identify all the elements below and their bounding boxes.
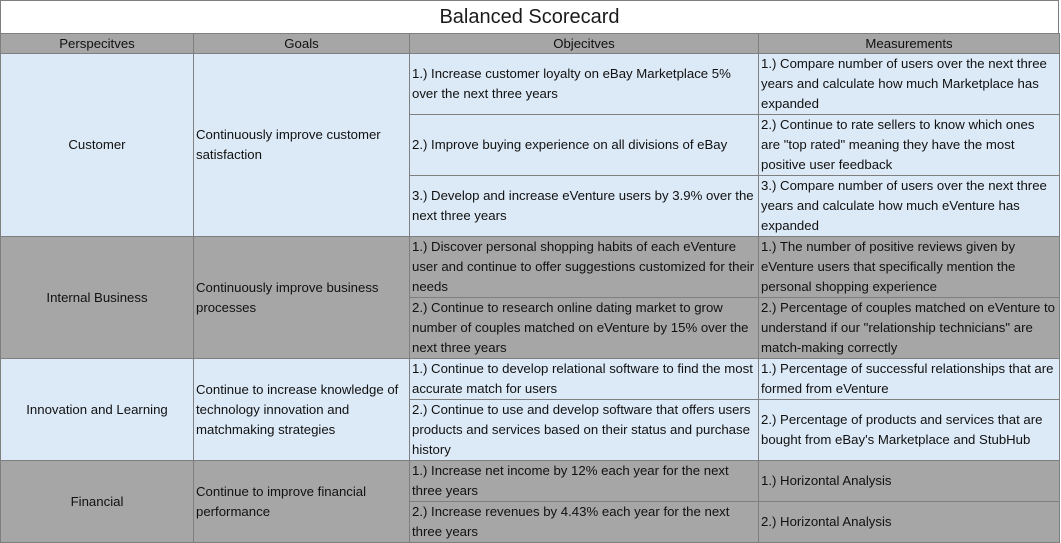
table-row	[1, 54, 1060, 115]
measurement-cell: 1.) Percentage of successful relationships that are formed from eVenture	[759, 359, 1060, 400]
scorecard-table	[0, 33, 1060, 543]
objective-cell: 1.) Discover personal shopping habits of each eVenture user and continue to offer suggestions customized for their needs	[410, 237, 759, 298]
objective-cell: 1.) Continue to develop relational software to find the most accurate match for users	[410, 359, 759, 400]
measurement-cell: 3.) Compare number of users over the next three years and calculate how much eVenture has expanded	[759, 176, 1060, 237]
measurement-cell: 2.) Percentage of couples matched on eVenture to understand if our "relationship technicians" are match-making correctly	[759, 298, 1060, 359]
goal-cell: Continue to improve financial performance	[194, 461, 410, 543]
header-row	[1, 34, 1060, 54]
sheet-title: Balanced Scorecard	[1, 1, 1058, 34]
measurement-cell: 1.) The number of positive reviews given by eVenture users that specifically mention the personal shopping experience	[759, 237, 1060, 298]
measurement-cell: 2.) Horizontal Analysis	[759, 502, 1060, 543]
measurement-cell: 2.) Percentage of products and services that are bought from eBay's Marketplace and StubHub	[759, 400, 1060, 461]
objective-cell: 2.) Continue to research online dating market to grow number of couples matched on eVenture by 15% over the next three years	[410, 298, 759, 359]
measurement-cell: 1.) Horizontal Analysis	[759, 461, 1060, 502]
objective-cell: 2.) Improve buying experience on all divisions of eBay	[410, 115, 759, 176]
perspective-cell: Financial	[1, 461, 194, 543]
table-row	[1, 359, 1060, 400]
goal-cell: Continue to increase knowledge of technology innovation and matchmaking strategies	[194, 359, 410, 461]
objective-cell: 1.) Increase customer loyalty on eBay Marketplace 5% over the next three years	[410, 54, 759, 115]
header-objectives: Objecitves	[410, 34, 759, 54]
perspective-cell: Innovation and Learning	[1, 359, 194, 461]
header-measurements: Measurements	[759, 34, 1060, 54]
objective-cell: 1.) Increase net income by 12% each year for the next three years	[410, 461, 759, 502]
goal-cell: Continuously improve customer satisfaction	[194, 54, 410, 237]
goal-cell: Continuously improve business processes	[194, 237, 410, 359]
perspective-cell: Customer	[1, 54, 194, 237]
measurement-cell: 1.) Compare number of users over the next three years and calculate how much Marketplace has expanded	[759, 54, 1060, 115]
header-perspectives: Perspecitves	[1, 34, 194, 54]
header-goals: Goals	[194, 34, 410, 54]
measurement-cell: 2.) Continue to rate sellers to know which ones are "top rated" meaning they have the most positive user feedback	[759, 115, 1060, 176]
objective-cell: 3.) Develop and increase eVenture users by 3.9% over the next three years	[410, 176, 759, 237]
table-row	[1, 237, 1060, 298]
table-row	[1, 461, 1060, 502]
objective-cell: 2.) Increase revenues by 4.43% each year for the next three years	[410, 502, 759, 543]
perspective-cell: Internal Business	[1, 237, 194, 359]
objective-cell: 2.) Continue to use and develop software that offers users products and services based on their status and purchase history	[410, 400, 759, 461]
